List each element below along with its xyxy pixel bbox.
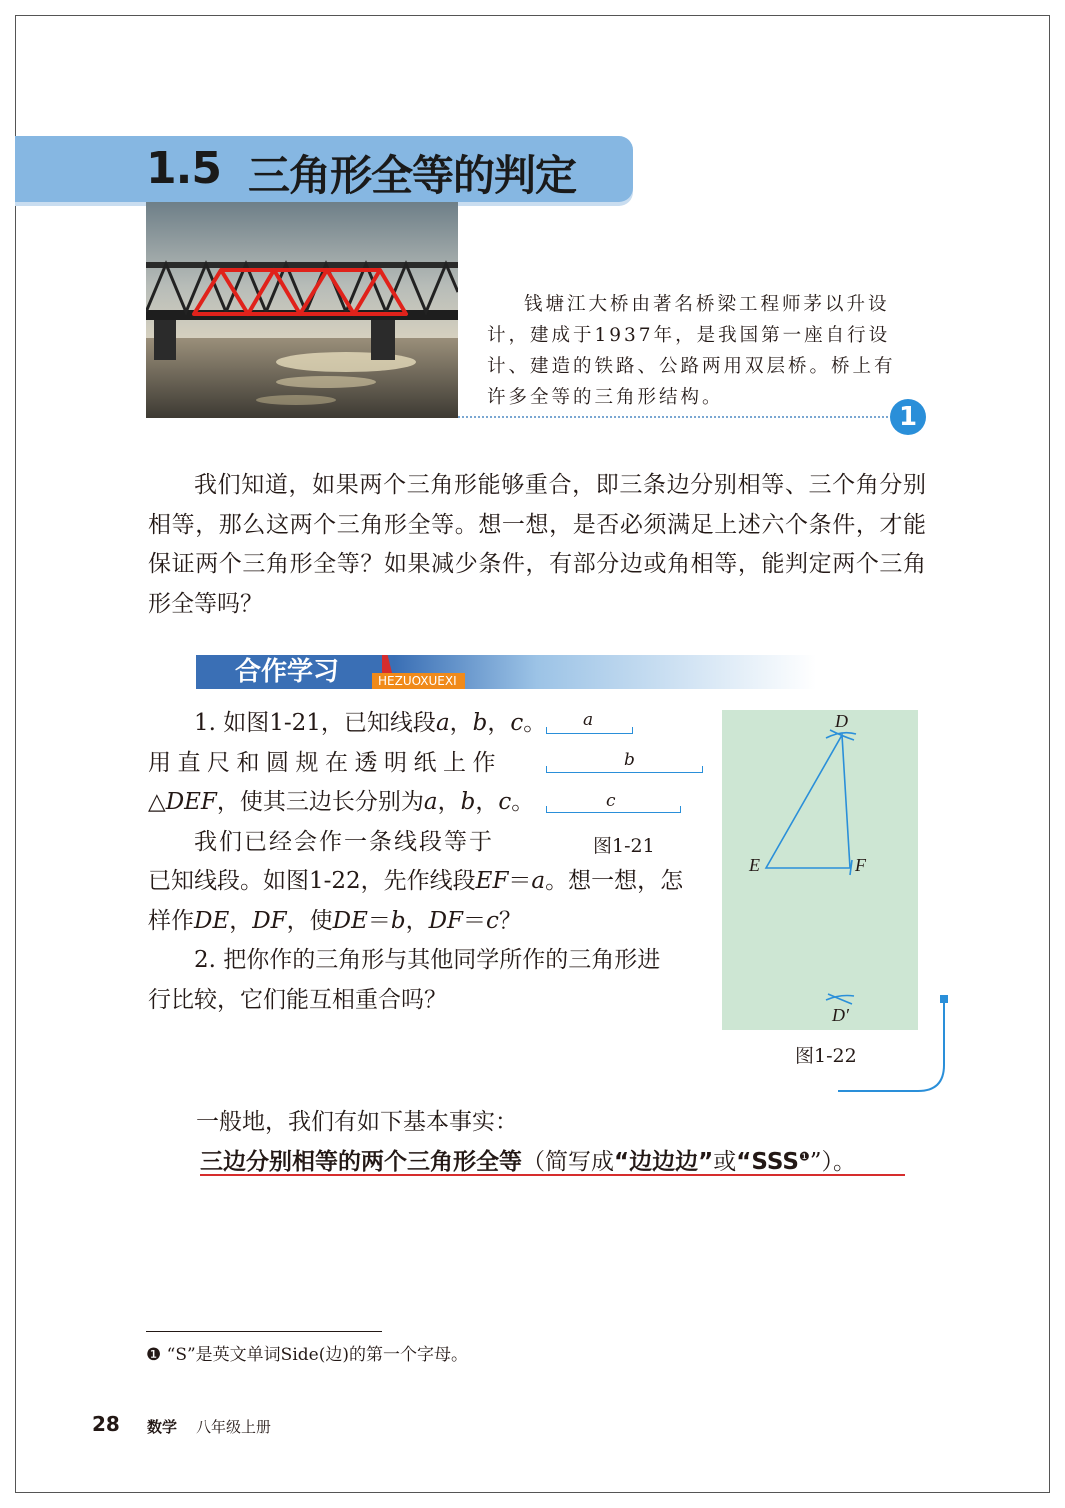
figure-1-21-caption: 图1-21 <box>593 835 655 857</box>
sss-fact: 三边分别相等的两个三角形全等（简写成“边边边”或“$SSS^❶$”）。 <box>200 1149 857 1175</box>
footnote <box>146 1340 468 1365</box>
task1-line1: 1. 如图1-21，已知线段a，b，c。 <box>194 710 547 736</box>
label-d-prime: D′ <box>832 1005 849 1025</box>
segment-a <box>547 733 633 734</box>
sss-fact-main: 三边分别相等的两个三角形全等 <box>200 1149 522 1175</box>
figure-1-22-caption: 图1-22 <box>795 1045 857 1067</box>
chapter-badge: 1 <box>890 399 926 435</box>
photo-caption-text: 钱塘江大桥由著名桥梁工程师茅以升设计，建成于1937年，是我国第一座自行设计、建造的铁路、公路两用双层桥。桥上有许多全等的三角形结构。 <box>487 294 896 408</box>
book-grade: 八年级上册 <box>196 1418 272 1436</box>
task1-line4: 我们已经会作一条线段等于 <box>194 828 494 855</box>
intro-paragraph <box>148 466 926 624</box>
task1-line2: 用直尺和圆规在透明纸上作 <box>148 749 502 776</box>
task2-line1: 2. 把你作的三角形与其他同学所作的三角形进 <box>194 947 661 973</box>
segment-a-tick-right <box>632 727 633 734</box>
intro-text: 我们知道，如果两个三角形能够重合，即三条边分别相等、三个角分别相等，那么这两个三角形全等。想一想，是否必须满足上述六个条件，才能保证两个三角形全等？如果减少条件，有部分边或角相等，能判定两个三角形全等吗？ <box>148 472 926 617</box>
triangle-def <box>766 735 850 868</box>
segment-a-tick-left <box>546 727 547 734</box>
section-number: 1.5 <box>146 143 221 194</box>
sss-fact-underline <box>200 1174 905 1176</box>
general-statement: 一般地，我们有如下基本事实： <box>196 1109 518 1135</box>
figure-1-21 <box>546 712 706 822</box>
label-d: D <box>835 711 848 731</box>
segment-b-tick-right <box>702 766 703 773</box>
figure-1-22 <box>722 710 918 1030</box>
task2-line2: 行比较，它们能互相重合吗？ <box>148 986 447 1013</box>
footnote-text: “S”是英文单词Side(边)的第一个字母。 <box>166 1345 468 1365</box>
cooperative-title: 合作学习 <box>235 657 340 687</box>
segment-c-tick-right <box>680 806 681 813</box>
label-e: E <box>749 855 760 875</box>
label-f: F <box>855 855 866 875</box>
footnote-mark: ❶ <box>146 1345 162 1365</box>
page-number: 28 <box>92 1412 120 1436</box>
segment-b-tick-left <box>546 766 547 773</box>
triangle-construction-diagram <box>722 710 918 1030</box>
task1-line5: 已知线段。如图1-22，先作线段EF＝a。想一想，怎 <box>148 868 684 894</box>
bridge-photo <box>146 202 458 418</box>
photo-caption <box>487 289 897 413</box>
footnote-rule <box>146 1331 382 1332</box>
cooperative-subtitle: HEZUOXUEXI <box>372 673 465 689</box>
segment-c-label: c <box>606 791 616 811</box>
segment-b <box>547 772 703 773</box>
section-title: 三角形全等的判定 <box>248 151 577 200</box>
task1-line3: △DEF，使其三边长分别为a，b，c。 <box>148 789 535 815</box>
segment-c <box>547 812 681 813</box>
footnote-marker: ❶ <box>798 1149 810 1164</box>
segment-b-label: b <box>624 750 635 770</box>
segment-c-tick-left <box>546 806 547 813</box>
book-subject: 数学 <box>147 1418 178 1436</box>
task1-line6: 样作DE，DF，使DE＝b，DF＝c？ <box>148 907 522 934</box>
caption-divider <box>458 416 888 418</box>
segment-a-label: a <box>583 710 594 730</box>
decorative-bracket <box>838 995 948 1099</box>
